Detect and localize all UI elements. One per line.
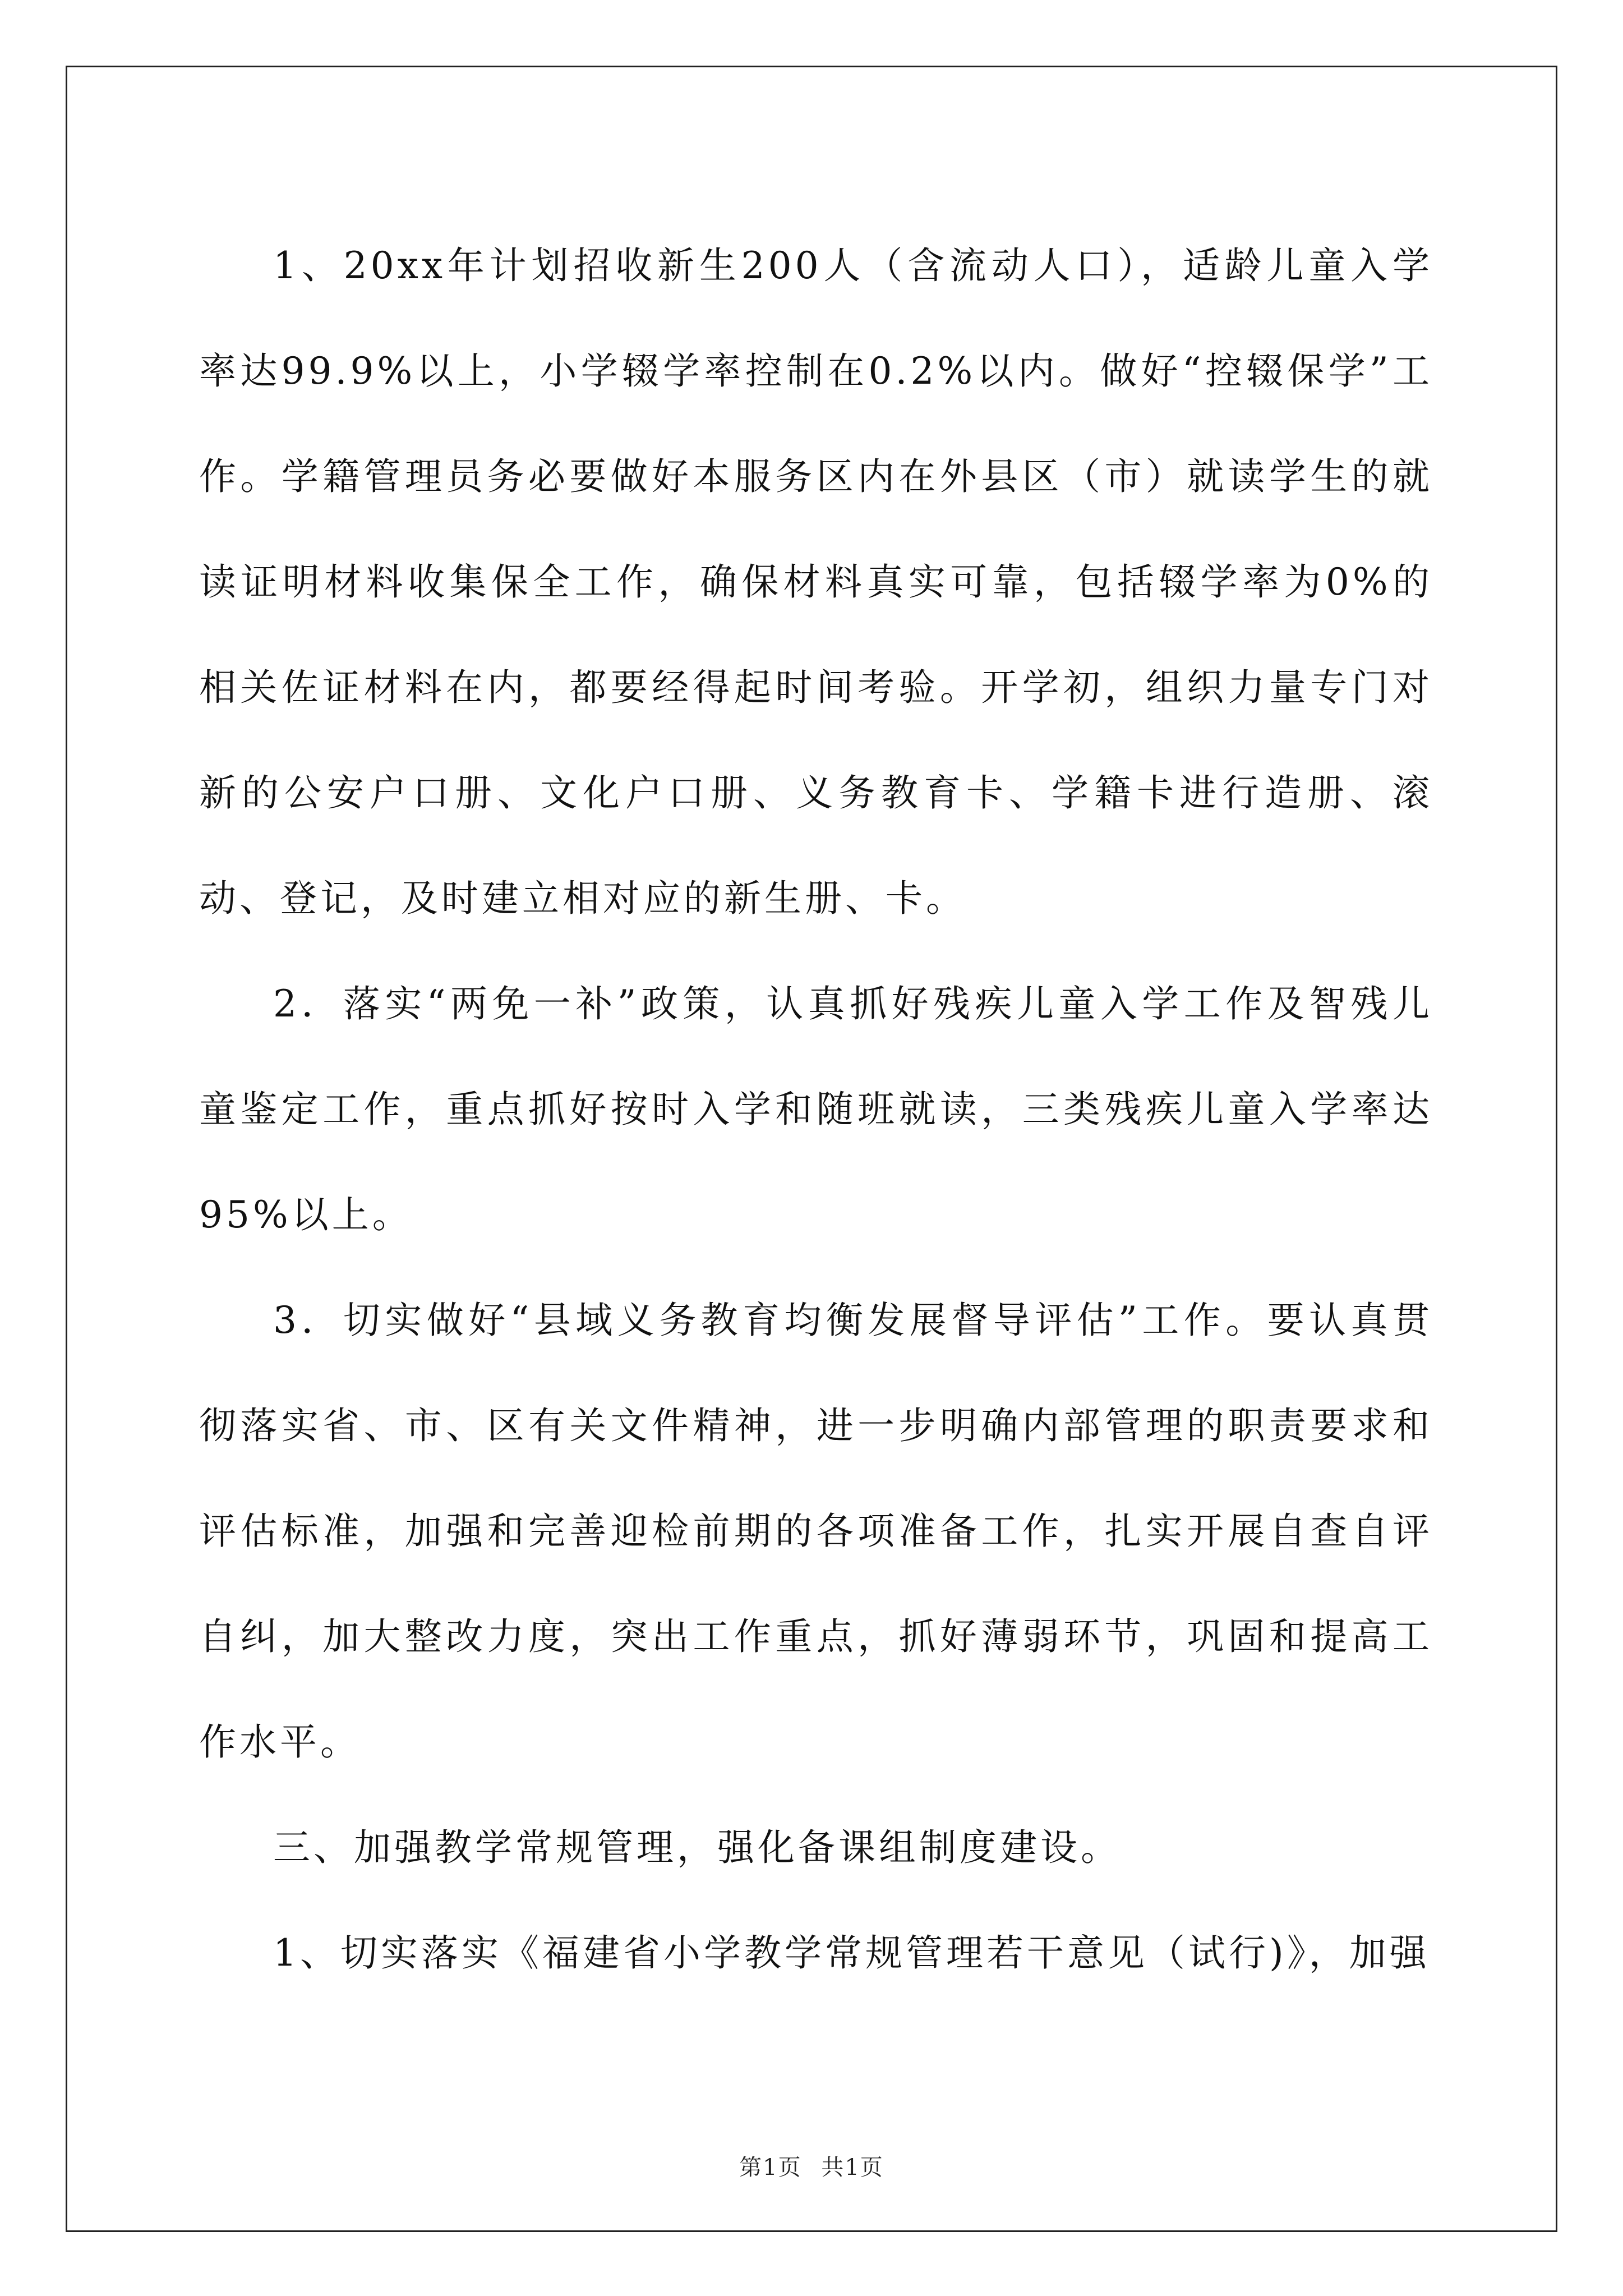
- paragraph-enrollment: 1、20xx年计划招收新生200人（含流动人口），适龄儿童入学率达99.9%以上，小学辍学率控制在0.2%以内。做好“控辍保学”工作。学籍管理员务必要做好本服务区内在外县区（市）就读学生的就读证明材料收集保全工作，确保材料真实可靠，包括辍学率为0%的相关佐证材料在内，都要经得起时间考验。开学初，组织力量专门对新的公安户口册、文化户口册、义务教育卡、学籍卡进行造册、滚动、登记，及时建立相对应的新生册、卡。: [199, 244, 1433, 920]
- paragraph-balanced-development: 3．切实做好“县域义务教育均衡发展督导评估”工作。要认真贯彻落实省、市、区有关文件精神，进一步明确内部管理的职责要求和评估标准，加强和完善迎检前期的各项准备工作，扎实开展自查自评自纠，加大整改力度，突出工作重点，抓好薄弱环节，巩固和提高工作水平。: [199, 1299, 1433, 1764]
- page-footer: [0, 2150, 1623, 2182]
- document-body: [199, 213, 1433, 2006]
- page-number-current: 第1页: [739, 2155, 802, 2180]
- page-number-total: 共1页: [821, 2155, 884, 2180]
- paragraph-fujian-guidelines: 1、切实落实《福建省小学教学常规管理若干意见（试行)》，加强: [273, 1931, 1430, 1975]
- paragraph-two-exemptions: 2．落实“两免一补”政策，认真抓好残疾儿童入学工作及智残儿童鉴定工作，重点抓好按时入学和随班就读，三类残疾儿童入学率达95%以上。: [199, 982, 1433, 1236]
- section-heading-teaching-routine: 三、加强教学常规管理，强化备课组制度建设。: [273, 1826, 1121, 1869]
